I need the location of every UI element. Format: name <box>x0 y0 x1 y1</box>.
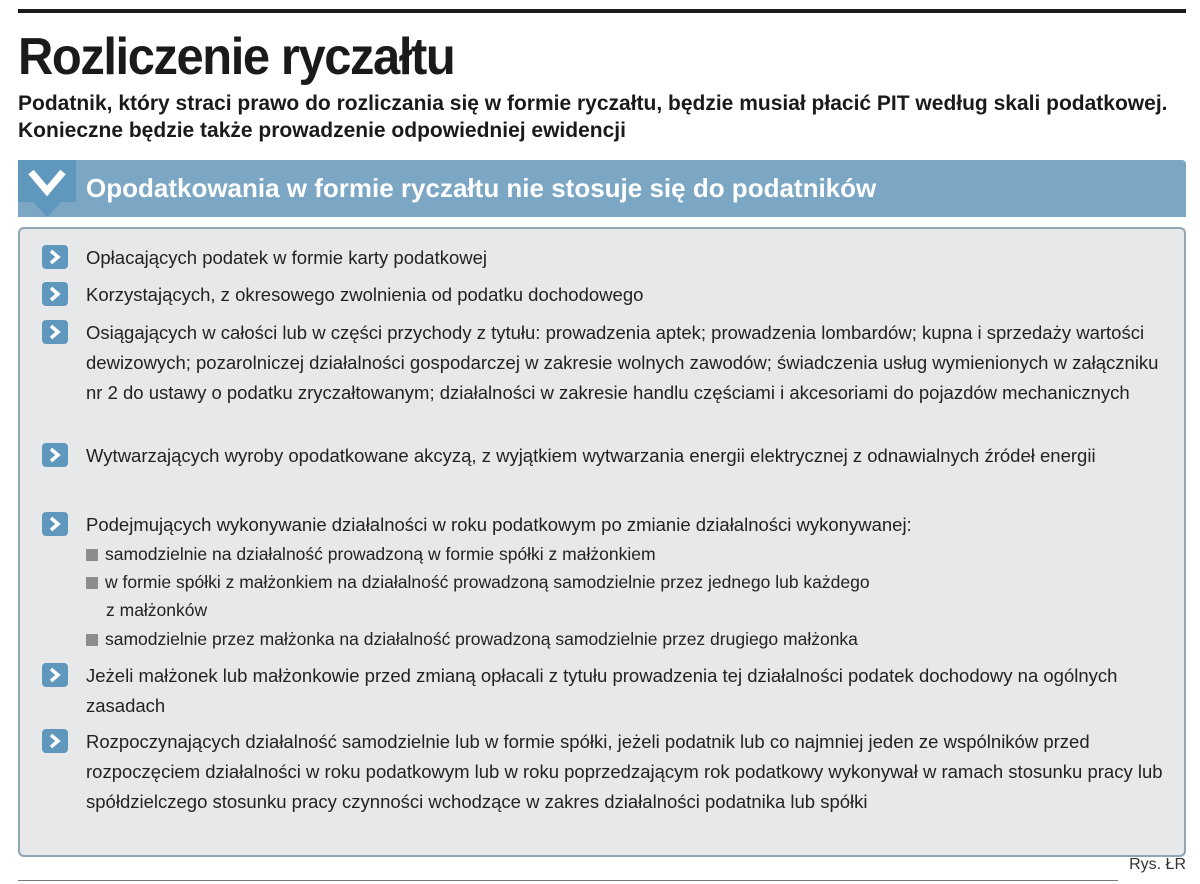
content-box <box>18 227 1186 857</box>
section-header <box>18 160 1186 217</box>
list-item-text: Opłacających podatek w formie karty podatkowej <box>86 247 488 268</box>
sub-list-item <box>86 625 858 653</box>
image-credit: Rys. ŁR <box>1129 856 1186 873</box>
list-item-text: Korzystających, z okresowego zwolnienia od podatku dochodowego <box>86 284 644 305</box>
sub-list-item-text: samodzielnie na działalność prowadzoną w formie spółki z małżonkiem <box>105 544 656 564</box>
sub-list-item <box>86 540 656 568</box>
subtitle: Podatnik, który straci prawo do rozliczania się w formie ryczałtu, będzie musiał płacić PIT według skali podatkowej. Konieczne będzie także prowadzenie odpowiedniej ewidencji <box>18 92 1168 142</box>
sub-list-item-continuation: z małżonków <box>106 600 208 620</box>
chevron-right-icon <box>42 245 68 269</box>
top-rule <box>18 9 1186 13</box>
square-bullet-icon <box>86 634 98 646</box>
chevron-right-icon <box>42 282 68 306</box>
page-title: Rozliczenie ryczałtu <box>18 28 455 86</box>
chevron-right-icon <box>42 663 68 687</box>
list-item-text: Rozpoczynających działalność samodzielnie lub w formie spółki, jeżeli podatnik lub co najmniej jeden ze wspólników przed rozpoczęciem działalności w roku podatkowym lub w roku poprzedzającym rok podatkowy wykonywał w ramach stosunku pracy lub spółdzielczego stosunku pracy czynności wchodzące w zakres działalności podatnika lub spółki <box>86 731 1163 812</box>
list-item-text: Osiągających w całości lub w części przychody z tytułu: prowadzenia aptek; prowadzenia lombardów; kupna i sprzedaży wartości dewizowych; pozarolniczej działalności gospodarczej w zakresie wolnych zawodów; świadczenia usług wymienionych w załączniku nr 2 do ustawy o podatku zryczałtowanym; działalności w zakresie handlu częściami i akcesoriami do pojazdów mechanicznych <box>86 322 1159 403</box>
chevron-right-icon <box>42 512 68 536</box>
sub-list-item-text: w formie spółki z małżonkiem na działalność prowadzoną samodzielnie przez jednego lub każdego <box>105 572 870 592</box>
sub-list-item <box>86 568 870 624</box>
list-item-text: Podejmujących wykonywanie działalności w roku podatkowym po zmianie działalności wykonywanej: <box>86 514 912 535</box>
list-item-text: Jeżeli małżonek lub małżonkowie przed zmianą opłacali z tytułu prowadzenia tej działalności podatek dochodowy na ogólnych zasadach <box>86 665 1118 716</box>
chevron-right-icon <box>42 729 68 753</box>
list-item-text: Wytwarzających wyroby opodatkowane akcyzą, z wyjątkiem wytwarzania energii elektrycznej z odnawialnych źródeł energii <box>86 445 1096 466</box>
square-bullet-icon <box>86 549 98 561</box>
chevron-right-icon <box>42 320 68 344</box>
square-bullet-icon <box>86 577 98 589</box>
section-header-text: Opodatkowania w formie ryczałtu nie stosuje się do podatników <box>86 173 877 203</box>
chevron-down-icon <box>18 160 76 217</box>
bottom-rule <box>18 880 1118 881</box>
chevron-right-icon <box>42 443 68 467</box>
sub-list-item-text: samodzielnie przez małżonka na działalność prowadzoną samodzielnie przez drugiego małżonka <box>105 629 858 649</box>
